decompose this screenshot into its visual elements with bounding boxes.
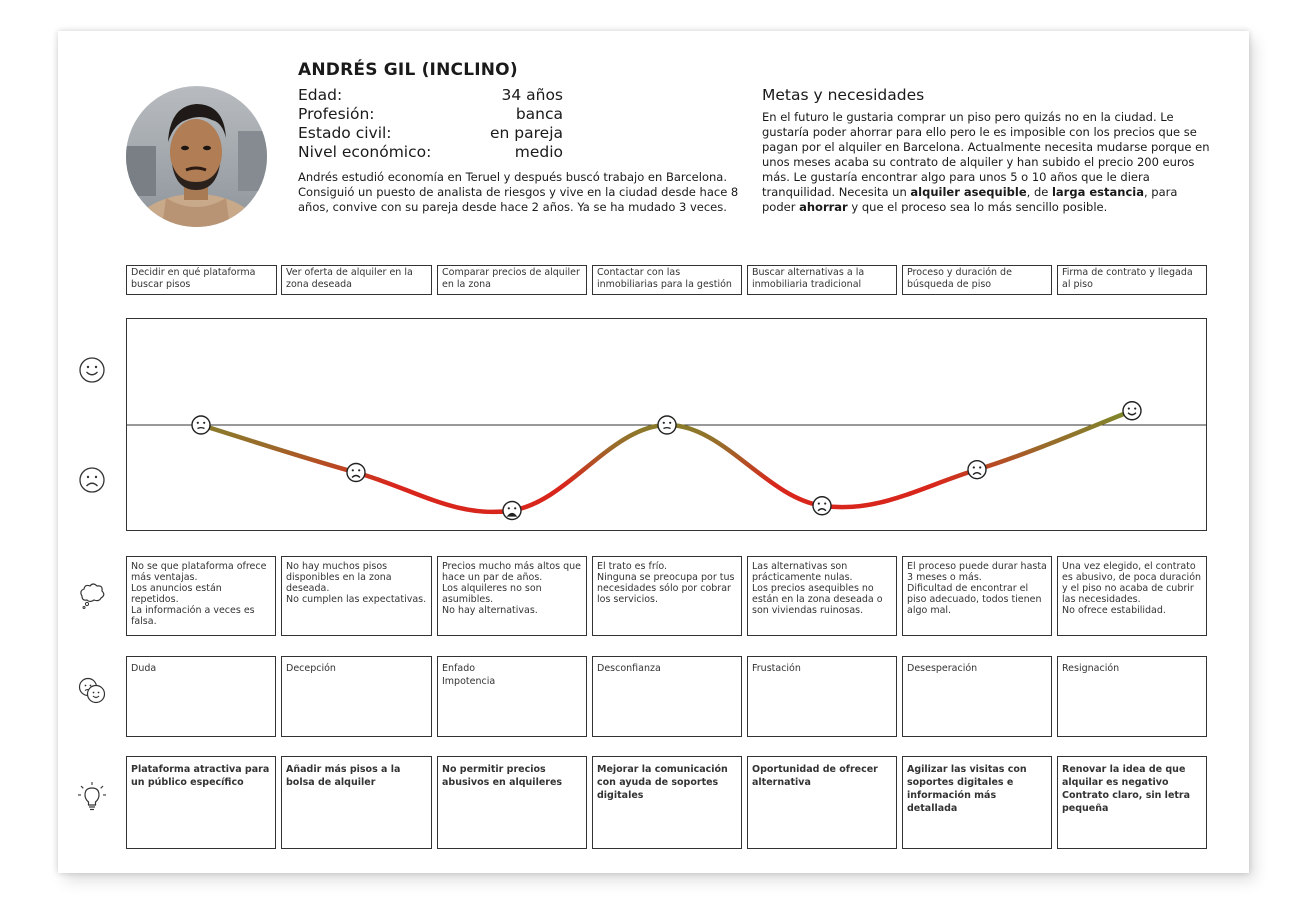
persona-avatar (126, 86, 267, 227)
emotions-faces-icon (76, 674, 108, 706)
fact-value: 34 años (501, 86, 563, 104)
fact-value: medio (514, 143, 563, 161)
opportunity-box: Plataforma atractiva para un público específico (126, 756, 276, 849)
opportunity-box: Añadir más pisos a la bolsa de alquiler (281, 756, 432, 849)
emotion-curve-chart (126, 318, 1207, 531)
thought-box: Las alternativas son prácticamente nulas. Los precios asequibles no están en la zona deseada o son viviendas ruinosas. (747, 556, 897, 636)
sad-face-icon (76, 464, 108, 496)
thought-box: Precios mucho más altos que hace un par de años. Los alquileres no son asumibles. No hay alternativas. (437, 556, 587, 636)
emotion-box: Duda (126, 656, 276, 737)
emotion-box: Desesperación (902, 656, 1052, 737)
goals-highlight: alquiler asequible (910, 185, 1027, 199)
fact-value: en pareja (490, 124, 563, 142)
journey-step: Proceso y duración de búsqueda de piso (902, 265, 1052, 295)
happy-face-point (1123, 402, 1141, 420)
neutral-face-point (658, 416, 676, 434)
fact-label: Estado civil: (298, 124, 392, 142)
fact-value: banca (515, 105, 563, 123)
thought-box: El proceso puede durar hasta 3 meses o más. Dificultad de encontrar el piso adecuado, todos tienen algo mal. (902, 556, 1052, 636)
opportunity-box: No permitir precios abusivos en alquileres (437, 756, 587, 849)
journey-step: Contactar con las inmobiliarias para la gestión (592, 265, 742, 295)
journey-step: Buscar alternativas a la inmobiliaria tradicional (747, 265, 897, 295)
sad-face-point (347, 464, 365, 482)
fact-label: Edad: (298, 86, 343, 104)
opportunity-box: Renovar la idea de que alquilar es negativo Contrato claro, sin letra pequeña (1057, 756, 1207, 849)
journey-step: Ver oferta de alquiler en la zona deseada (281, 265, 432, 295)
emotion-box: Frustación (747, 656, 897, 737)
happy-face-icon (76, 354, 108, 386)
fact-economic-level (298, 143, 563, 162)
journey-step: Comparar precios de alquiler en la zona (437, 265, 587, 295)
persona-facts (298, 86, 563, 162)
sad-face-point (968, 461, 986, 479)
journey-step: Firma de contrato y llegada al piso (1057, 265, 1207, 295)
thought-box: No se que plataforma ofrece más ventajas. Los anuncios están repetidos. La información a veces es falsa. (126, 556, 276, 636)
emotion-box: Enfado Impotencia (437, 656, 587, 737)
persona-name: ANDRÉS GIL (INCLINO) (298, 60, 518, 80)
opportunity-box: Oportunidad de ofrecer alternativa (747, 756, 897, 849)
lightbulb-icon (76, 781, 108, 813)
goals-highlight: larga estancia (1051, 185, 1144, 199)
persona-bio: Andrés estudió economía en Teruel y después buscó trabajo en Barcelona. Consiguió un puesto de analista de riesgos y vive en la ciudad desde hace 8 años, convive con su pareja desde hace 2 años. Ya se ha mudado 3 veces. (298, 170, 739, 214)
goals-text-part: En el futuro le gustaria comprar un piso pero quizás no en la ciudad. Le gustaría poder ahorrar para ello pero le es imposible con los precios que se pagan por el alquiler en Barcelona. Actualmente necesita mudarse porque en unos meses acaba su contrato de alquiler y han subido el precio 200 euros más. Le gustaría encontrar algo para unos 5 o 10 años que le diera tranquilidad. Necesita un (762, 110, 1210, 199)
very-sad-face-point (503, 502, 521, 520)
goals-text-part: , para poder (762, 185, 1178, 214)
emotion-box: Decepción (281, 656, 432, 737)
goals-highlight: ahorrar (799, 200, 848, 214)
goals-text-part: , de (1026, 185, 1052, 199)
thought-box: Una vez elegido, el contrato es abusivo, de poca duración y el piso no acaba de cubrir las necesidades. No ofrece estabilidad. (1057, 556, 1207, 636)
sad-face-point (813, 497, 831, 515)
thought-cloud-icon (76, 578, 108, 610)
neutral-face-point (192, 416, 210, 434)
emotion-box: Resignación (1057, 656, 1207, 737)
fact-age (298, 86, 563, 105)
goals-text (762, 110, 1210, 215)
thought-box: El trato es frío. Ninguna se preocupa por tus necesidades sólo por cobrar los servicios. (592, 556, 742, 636)
goals-text-part: y que el proceso sea lo más sencillo posible. (847, 200, 1108, 214)
fact-label: Nivel económico: (298, 143, 432, 161)
fact-label: Profesión: (298, 105, 375, 123)
opportunity-box: Mejorar la comunicación con ayuda de soportes digitales (592, 756, 742, 849)
emotion-box: Desconfianza (592, 656, 742, 737)
opportunity-box: Agilizar las visitas con soportes digitales e información más detallada (902, 756, 1052, 849)
fact-profession (298, 105, 563, 124)
goals-title: Metas y necesidades (762, 86, 925, 104)
thought-box: No hay muchos pisos disponibles en la zona deseada. No cumplen las expectativas. (281, 556, 432, 636)
journey-step: Decidir en qué plataforma buscar pisos (126, 265, 277, 295)
fact-civil-status (298, 124, 563, 143)
